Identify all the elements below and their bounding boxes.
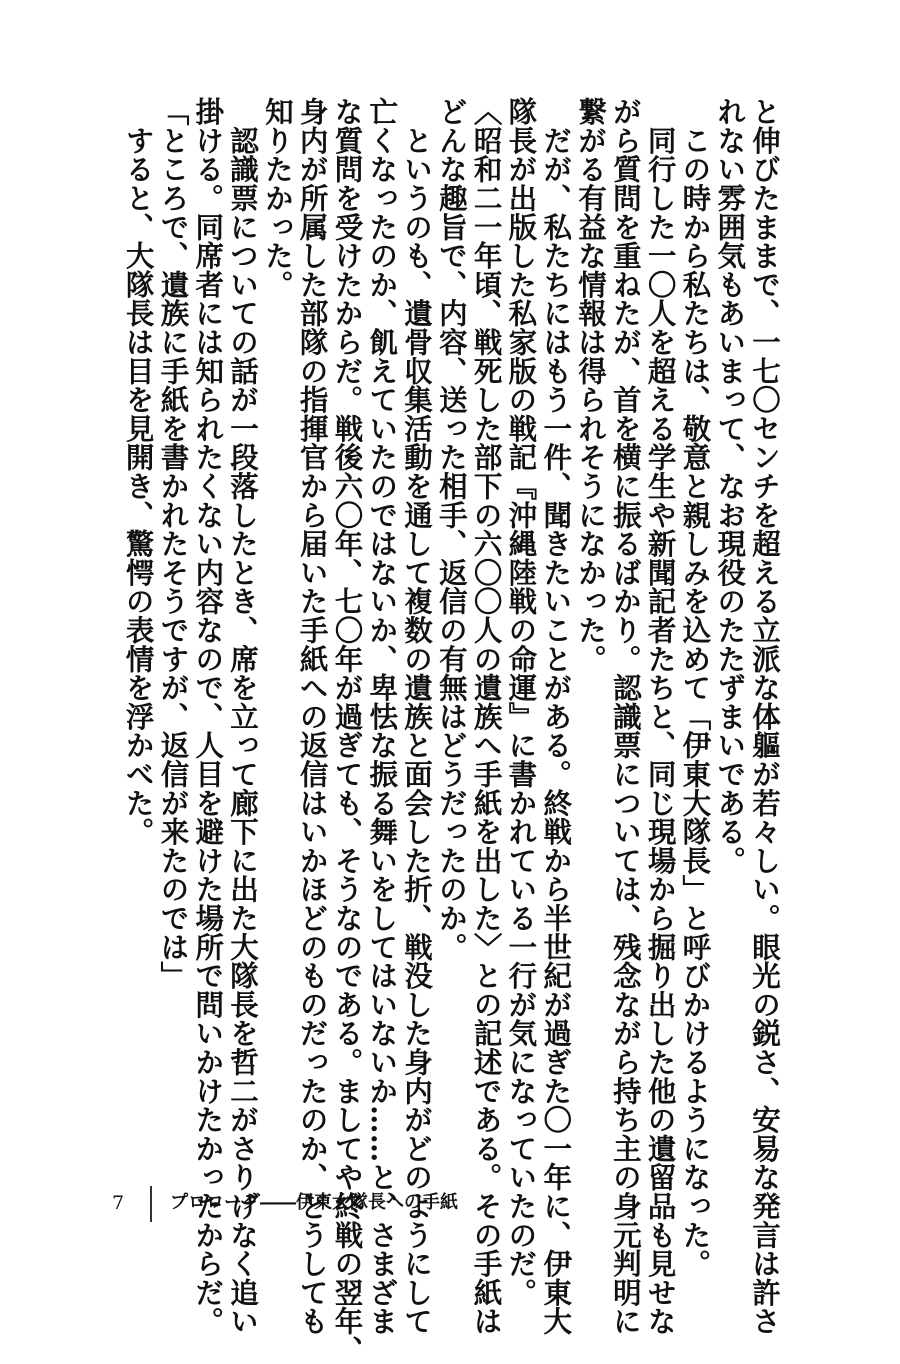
footer-divider (150, 1186, 152, 1222)
text-line: と伸びたままで、一七〇センチを超える立派な体軀が若々しい。眼光の鋭さ、安易な発言は許さ (748, 97, 782, 1336)
text-line: すると、大隊長は目を見開き、驚愕の表情を浮かべた。 (121, 97, 156, 846)
text-line: 身内が所属した部隊の指揮官から届いた手紙への返信はいかほどのものだったのか、どうしても (295, 97, 330, 1336)
text-line: 繋がる有益な情報は得られそうになかった。 (574, 97, 609, 673)
text-line: どんな趣旨で、内容、送った相手、返信の有無はどうだったのか。 (434, 97, 469, 961)
text-line: この時から私たちは、敬意と親しみを込めて「伊東大隊長」と呼びかけるようになった。 (678, 97, 713, 1278)
text-line: だが、私たちにはもう一件、聞きたいことがある。終戦から半世紀が過ぎた〇一年に、伊東大 (539, 97, 574, 1336)
page-number: 7 (112, 1192, 125, 1214)
text-line: というのも、遺骨収集活動を通して複数の遺族と面会した折、戦没した身内がどのようにして (400, 97, 435, 1336)
text-line: 〈昭和二一年頃、戦死した部下の六〇〇人の遺族へ手紙を出した〉との記述である。その手紙は (469, 97, 504, 1336)
text-line: 亡くなったのか、飢えていたのではないか、卑怯な振る舞いをしてはいないか……と、さまざま (365, 97, 400, 1336)
text-line: 知りたかった。 (260, 97, 295, 299)
page-footer (0, 1186, 900, 1226)
text-line: 隊長が出版した私家版の戦記『沖縄陸戦の命運』に書かれている一行が気になっていたのだ。 (504, 97, 539, 1307)
text-line: 認識票についての話が一段落したとき、席を立って廊下に出た大隊長を哲二がさりげなく追い (226, 97, 261, 1336)
text-line: 「ところで、遺族に手紙を書かれたそうですが、返信が来たのでは」 (156, 97, 191, 990)
running-head: プロローグ――伊東大隊長への手紙 (170, 1192, 458, 1213)
text-line: がら質問を重ねたが、首を横に振るばかり。認識票については、残念ながら持ち主の身元判明に (608, 97, 643, 1336)
text-line: 同行した一〇人を超える学生や新聞記者たちと、同じ現場から掘り出した他の遺留品も見せな (643, 97, 678, 1336)
text-line: な質問を受けたからだ。戦後六〇年、七〇年が過ぎても、そうなのである。ましてや終戦の翌年、 (330, 97, 365, 1364)
text-line: れない雰囲気もあいまって、なお現役のたたずまいである。 (713, 97, 748, 875)
text-line: 掛ける。同席者には知られたくない内容なので、人目を避けた場所で問いかけたかったからだ。 (191, 97, 226, 1336)
